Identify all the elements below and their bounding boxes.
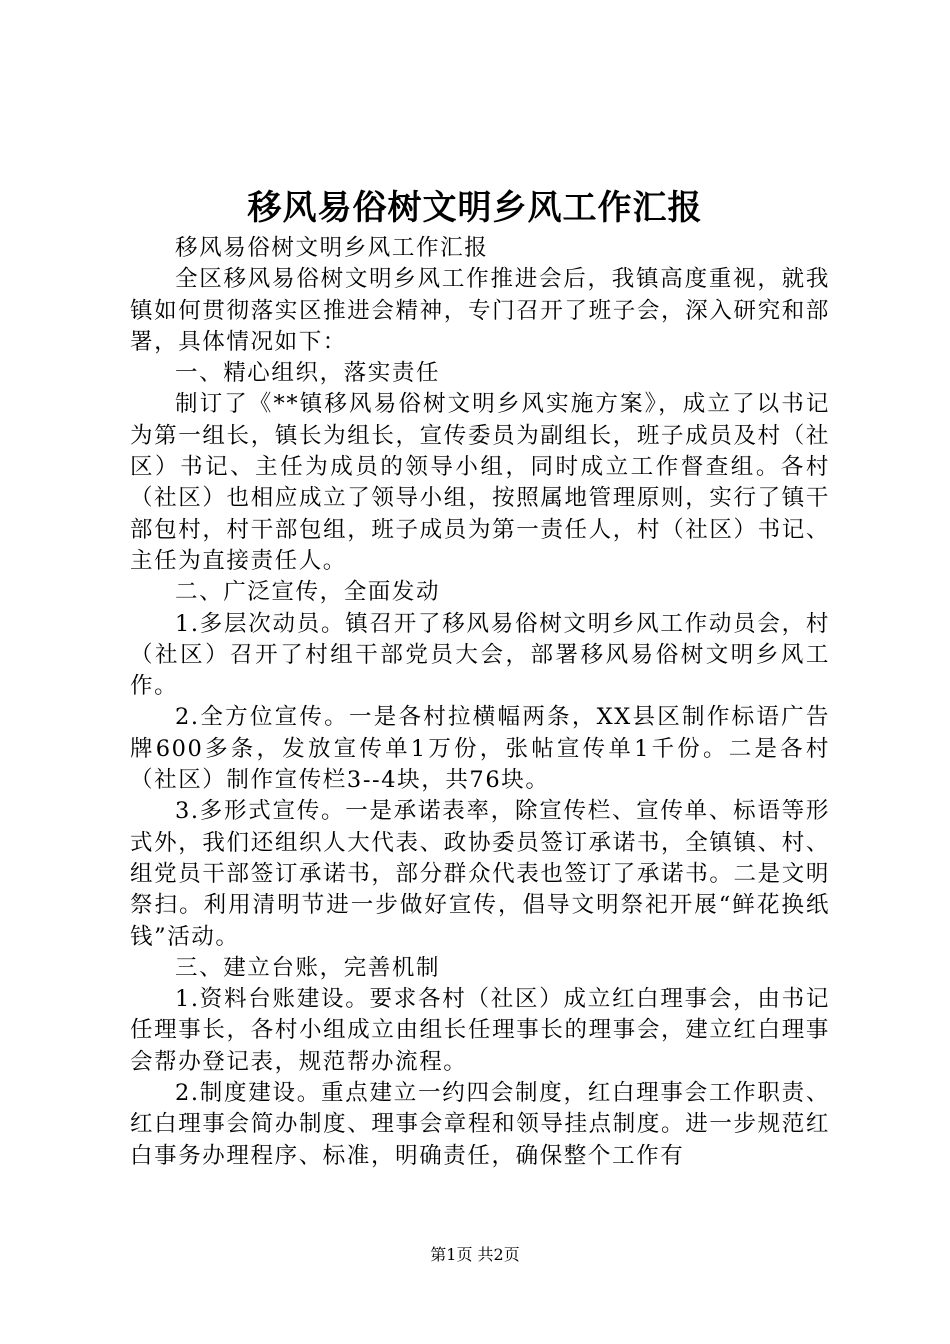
paragraph-ledger: 1.资料台账建设。要求各村（社区）成立红白理事会，由书记任理事长，各村小组成立由组长任理事长的理事会，建立红白理事会帮办登记表，规范帮办流程。 (130, 986, 830, 1075)
page-number: 第1页 共2页 (430, 1245, 520, 1264)
section-heading-3: 三、建立台账，完善机制 (175, 954, 441, 981)
section-heading-1: 一、精心组织，落实责任 (175, 360, 441, 387)
section-heading-2: 二、广泛宣传，全面发动 (175, 579, 441, 606)
document-title: 移风易俗树文明乡风工作汇报 (247, 188, 703, 228)
paragraph-forms: 3.多形式宣传。一是承诺表率，除宣传栏、宣传单、标语等形式外，我们还组织人大代表、政协委员签订承诺书，全镇镇、村、组党员干部签订承诺书，部分群众代表也签订了承诺书。二是文明祭扫。利用清明节进一步做好宣传，倡导文明祭祀开展“鲜花换纸钱”活动。 (130, 798, 830, 950)
paragraph-system: 2.制度建设。重点建立一约四会制度，红白理事会工作职责、红白理事会简办制度、理事会章程和领导挂点制度。进一步规范红白事务办理程序、标准，明确责任，确保整个工作有 (130, 1080, 830, 1169)
paragraph-intro: 全区移风易俗树文明乡风工作推进会后，我镇高度重视，就我镇如何贯彻落实区推进会精神，专门召开了班子会，深入研究和部署，具体情况如下： (130, 266, 830, 355)
paragraph-subtitle: 移风易俗树文明乡风工作汇报 (175, 235, 489, 261)
document-body (130, 233, 830, 1172)
paragraph-organization: 制订了《**镇移风易俗树文明乡风实施方案》，成立了以书记为第一组长，镇长为组长，宣传委员为副组长，班子成员及村（社区）书记、主任为成员的领导小组，同时成立工作督查组。各村（社区）也相应成立了领导小组，按照属地管理原则，实行了镇干部包村，村干部包组，班子成员为第一责任人，村（社区）书记、主任为直接责任人。 (130, 391, 830, 574)
paragraph-publicity: 2.全方位宣传。一是各村拉横幅两条，XX县区制作标语广告牌600多条，发放宣传单1万份，张帖宣传单1千份。二是各村（社区）制作宣传栏3--4块，共76块。 (130, 704, 830, 794)
paragraph-mobilization: 1.多层次动员。镇召开了移风易俗树文明乡风工作动员会，村（社区）召开了村组干部党员大会，部署移风易俗树文明乡风工作。 (130, 610, 830, 700)
